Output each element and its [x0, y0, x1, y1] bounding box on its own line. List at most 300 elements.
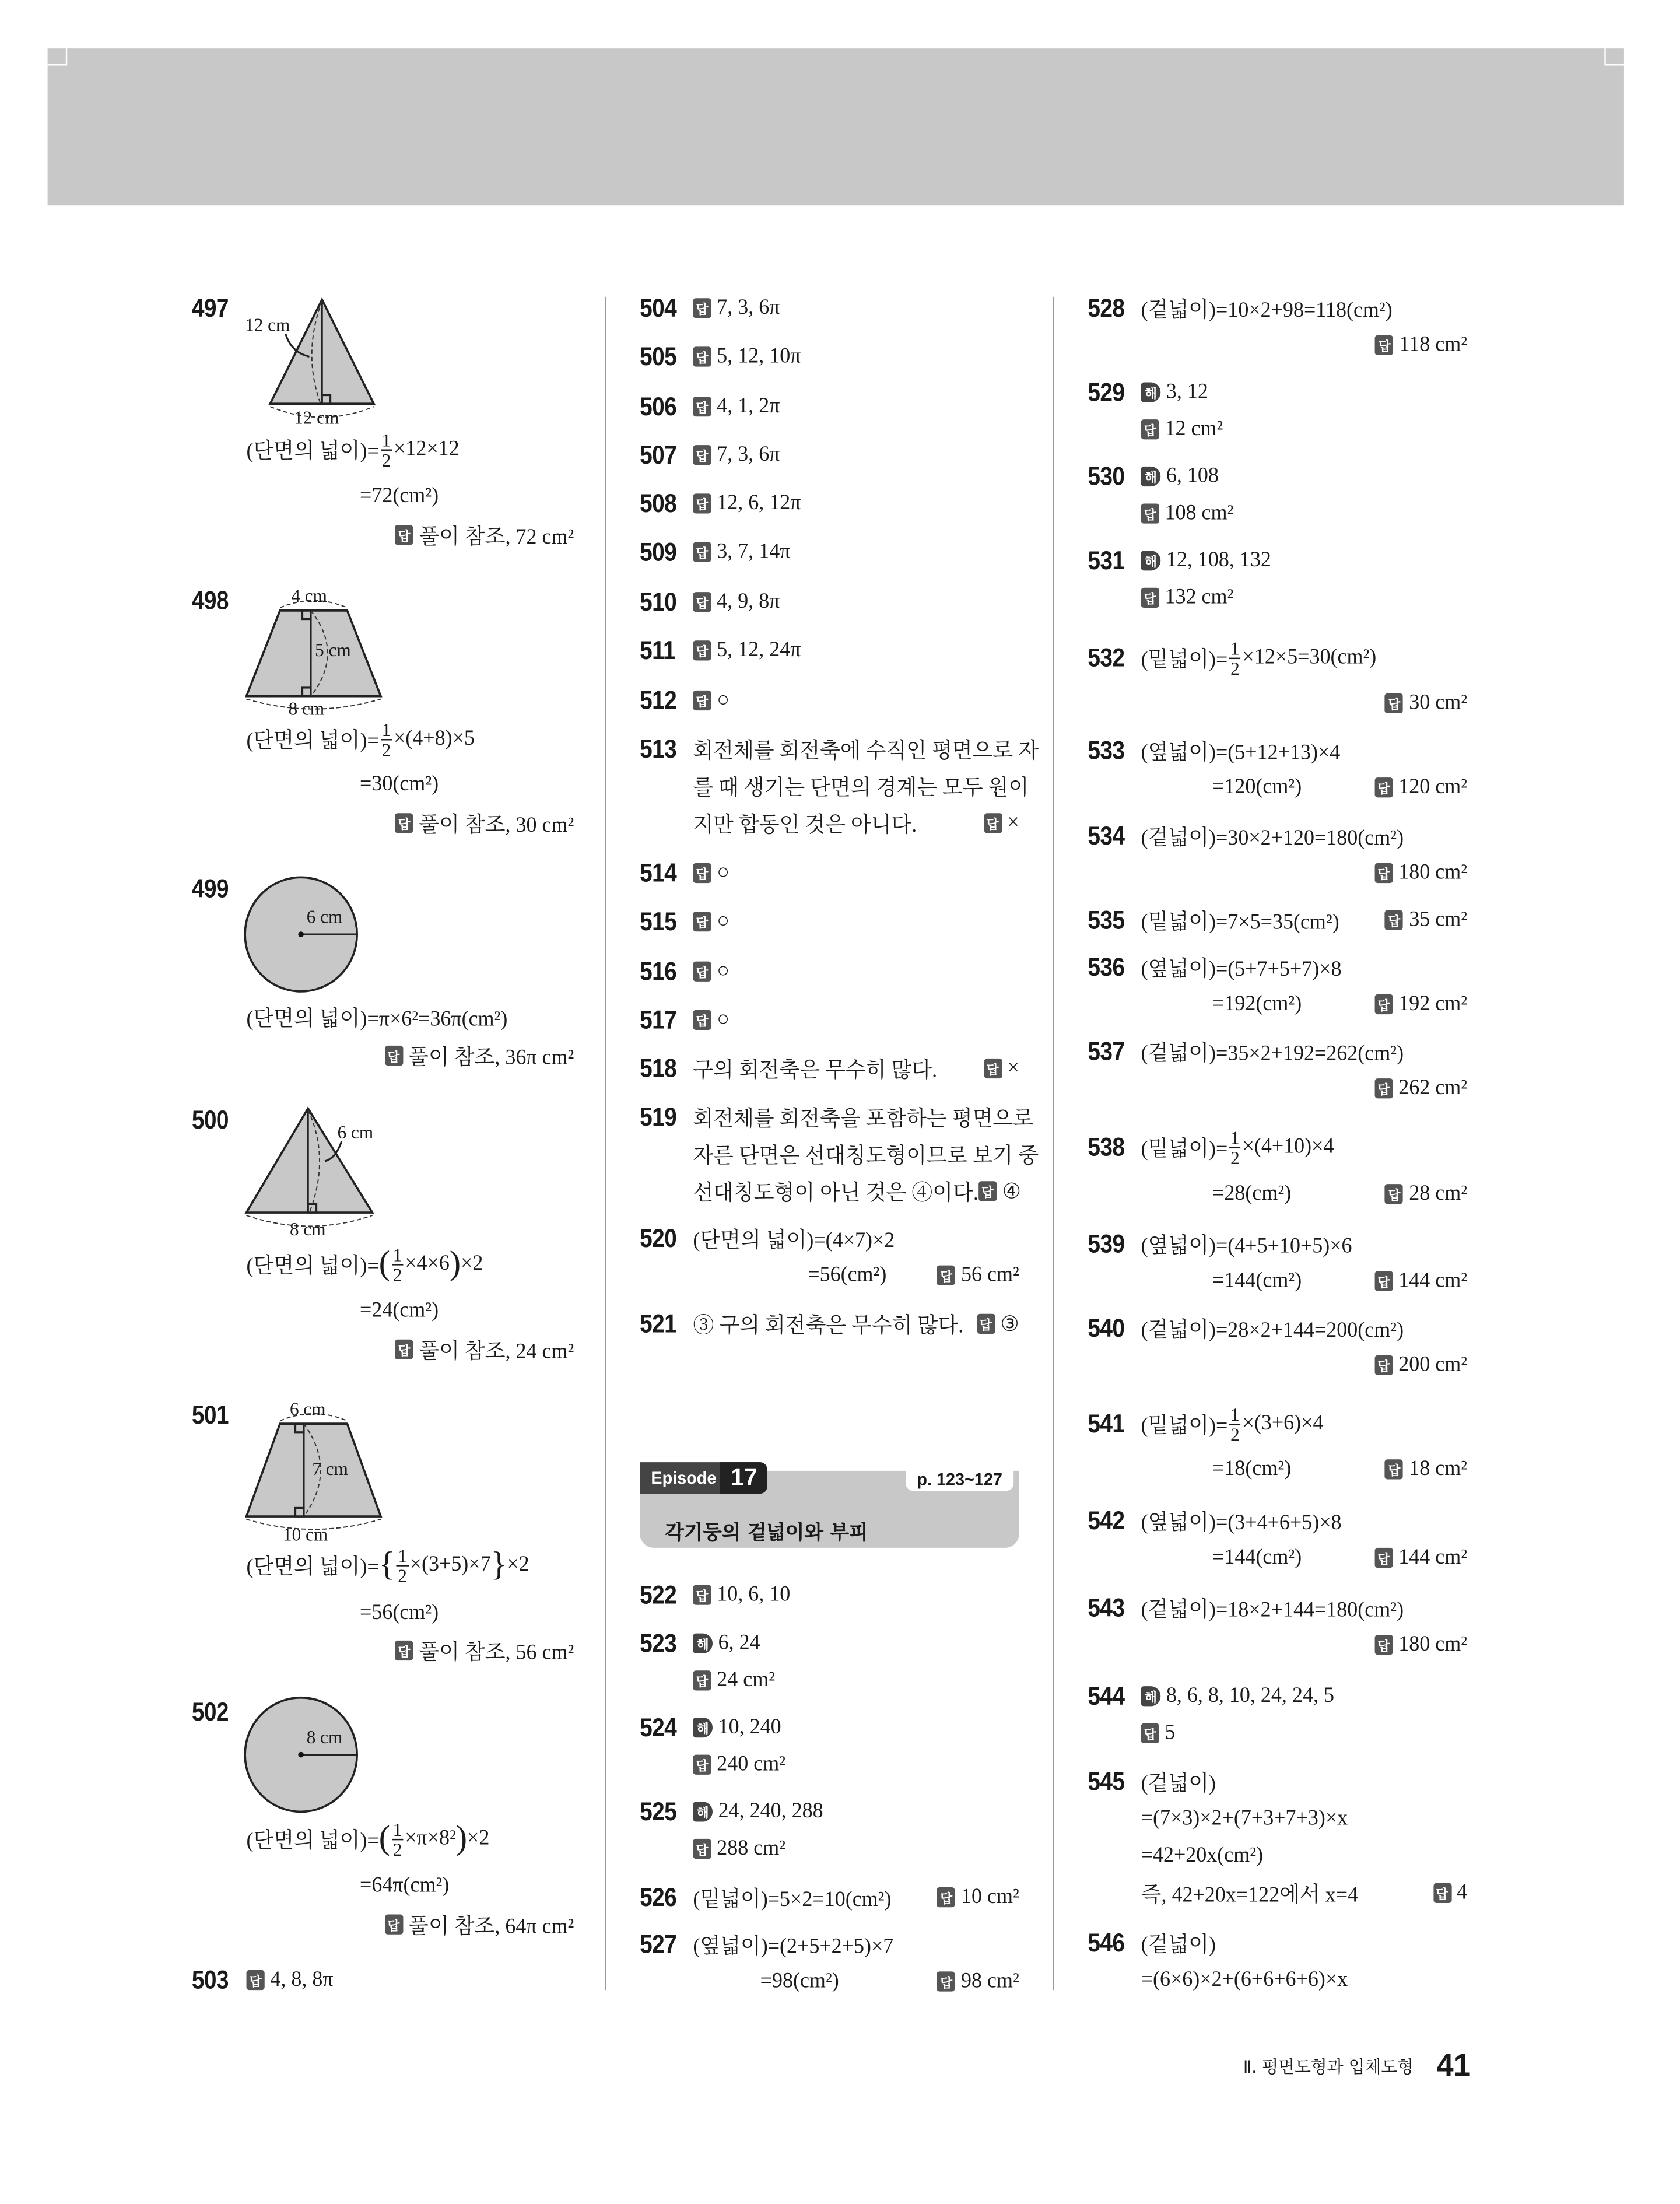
answer [1374, 1632, 1467, 1657]
fraction-numerator: 1 [1229, 639, 1241, 658]
answer-line [1212, 1177, 1467, 1211]
line-text [693, 1715, 781, 1740]
item-number: 532 [1088, 643, 1125, 672]
answer-line [395, 1333, 574, 1367]
text-segment: 6, 108 [1166, 464, 1219, 488]
answer [937, 1885, 1019, 1909]
text-segment: (단면의 넓이)= [246, 1829, 379, 1853]
item-number: 506 [640, 392, 677, 421]
text-segment: (옆넓이)=(5+12+13)×4 [1141, 741, 1341, 764]
line-text [693, 1102, 1033, 1132]
answer-badge-icon: 답 [1141, 503, 1159, 523]
answer-line [760, 1964, 1019, 1999]
answer-line [1141, 1034, 1404, 1068]
answer-line [1141, 1926, 1216, 1960]
answer-badge-icon: 답 [937, 1887, 955, 1907]
answer-line [1385, 686, 1467, 721]
answer-value: 12, 6, 12π [717, 491, 801, 514]
figure-label: 8 cm [288, 698, 325, 719]
text-segment: (겉넓이)=35×2+192=262(cm²) [1141, 1042, 1404, 1065]
line-text [1141, 1128, 1334, 1166]
text-segment: 를 때 생기는 단면의 경계는 모두 원이 [693, 776, 1029, 800]
episode-tab [640, 1462, 767, 1494]
answer [1141, 417, 1223, 441]
answer-line [1141, 1839, 1263, 1873]
answer-value: 24 cm² [717, 1668, 776, 1691]
answer-value: 풀이 참조, 64π cm² [408, 1915, 574, 1938]
text-segment: 회전체를 회전축을 포함하는 평면으로 [693, 1108, 1034, 1131]
answer-line [693, 1137, 1039, 1171]
answer [1374, 1077, 1467, 1101]
answer [1374, 992, 1467, 1017]
answer-line [1141, 950, 1342, 984]
center-dot [298, 1752, 304, 1758]
item-number: 540 [1088, 1313, 1125, 1343]
answer-badge-icon: 답 [1374, 1271, 1393, 1291]
item-number: 535 [1088, 906, 1125, 935]
line-text [1141, 952, 1342, 982]
figure-label: 6 cm [306, 906, 343, 927]
line-text [1141, 1844, 1263, 1868]
answer-line [693, 535, 790, 569]
answer-line [693, 769, 1029, 803]
answer-line [693, 1747, 785, 1782]
text-segment: 선대칭도형이 아닌 것은 ④이다. [693, 1182, 978, 1205]
answer-badge-icon: 답 [978, 1181, 997, 1201]
line-text [693, 1929, 893, 1959]
text-segment: (단면의 넓이)= [246, 1555, 379, 1579]
answer-line [693, 1307, 1019, 1341]
answer-line [693, 438, 780, 472]
answer-line [1374, 1628, 1467, 1662]
answer-line [246, 1818, 490, 1860]
item-number: 508 [640, 489, 677, 518]
answer-line [693, 954, 729, 989]
text-segment: (겉넓이)=30×2+120=180(cm²) [1141, 826, 1404, 850]
text-segment: 10, 240 [718, 1715, 781, 1739]
item-number: 516 [640, 957, 677, 986]
line-text [693, 1176, 978, 1206]
answer-line [360, 768, 439, 802]
item-number: 507 [640, 440, 677, 469]
answer-line [384, 1039, 574, 1073]
line-text [1141, 1313, 1404, 1343]
text-segment: =56(cm²) [808, 1263, 887, 1287]
answer [693, 1583, 790, 1607]
answer-value: 풀이 참조, 36π cm² [408, 1046, 574, 1070]
answer [1141, 586, 1234, 610]
bracket: } [490, 1546, 507, 1584]
answer-line [1141, 581, 1234, 615]
answer-badge-icon: 답 [384, 1915, 402, 1935]
item-number: 522 [640, 1581, 677, 1610]
answer-line [693, 1663, 775, 1698]
text-segment: 즉, 42+20x=122에서 x=4 [1141, 1883, 1359, 1907]
answer-line [693, 585, 780, 619]
text-segment: (단면의 넓이)=π×6²=36π(cm²) [246, 1008, 508, 1031]
answer-value: 144 cm² [1398, 1546, 1468, 1569]
item-number: 542 [1088, 1506, 1125, 1535]
line-text [808, 1263, 886, 1288]
item-number: 514 [640, 859, 677, 888]
item-number: 529 [1088, 378, 1125, 407]
fraction-denominator: 2 [392, 1838, 402, 1860]
text-segment: =72(cm²) [360, 484, 439, 507]
answer-value: ○ [717, 959, 729, 983]
answer-value: 10 cm² [960, 1885, 1019, 1908]
text-segment: (단면의 넓이)= [246, 440, 379, 463]
answer-value: 풀이 참조, 24 cm² [419, 1340, 574, 1364]
answer-badge-icon: 답 [1374, 1635, 1393, 1655]
answer-line [384, 1907, 574, 1942]
text-segment: (밑넓이)=7×5=35(cm²) [1141, 910, 1339, 934]
answer [984, 1056, 1019, 1081]
fraction [397, 1546, 408, 1584]
answer-line [693, 1795, 823, 1829]
figure-label: 4 cm [291, 584, 327, 607]
answer-value: 240 cm² [717, 1752, 786, 1776]
answer [693, 394, 780, 419]
line-text [247, 1245, 483, 1283]
item-number: 519 [640, 1102, 677, 1131]
item-number: 499 [191, 874, 229, 903]
answer [1374, 1353, 1467, 1378]
text-segment: ×2 [467, 1827, 490, 1850]
figure-label: 8 cm [306, 1726, 343, 1748]
item-number: 502 [191, 1697, 229, 1726]
answer-line [360, 1869, 449, 1903]
answer-badge-icon: 답 [1385, 1459, 1403, 1479]
line-text [1141, 380, 1208, 405]
answer [1376, 333, 1467, 358]
line-text [247, 720, 475, 758]
answer-badge-icon: 답 [247, 1970, 265, 1990]
answer-line [693, 1880, 1019, 1915]
answer [693, 492, 801, 516]
fraction-numerator: 1 [391, 1820, 403, 1839]
item-number: 500 [191, 1105, 229, 1134]
answer-line [1141, 819, 1404, 853]
episode-pages: p. 123~127 [906, 1468, 1013, 1491]
answer [1374, 861, 1467, 885]
line-text [1141, 1878, 1358, 1908]
line-text [1141, 735, 1341, 765]
item-number: 524 [640, 1713, 677, 1742]
answer-line [1141, 460, 1219, 494]
answer-badge-icon: 답 [1141, 419, 1159, 439]
text-segment: 6, 24 [718, 1631, 760, 1655]
answer [1141, 1721, 1176, 1746]
bracket: { [378, 1546, 395, 1584]
answer-value: ④ [1002, 1180, 1022, 1204]
answer-badge-icon: 답 [395, 813, 413, 833]
line-text [693, 1139, 1039, 1169]
answer-badge-icon: 답 [693, 1585, 711, 1605]
fraction-numerator: 1 [1229, 1404, 1241, 1424]
answer-badge-icon: 답 [1385, 693, 1403, 713]
answer [693, 861, 729, 885]
line-text [1141, 1767, 1216, 1796]
hint-badge-icon: 해 [693, 1718, 713, 1737]
line-text [360, 1874, 449, 1898]
item-number: 526 [640, 1883, 677, 1912]
text-segment: =(6×6)×2+(6+6+6+6)×x [1141, 1968, 1348, 1991]
answer-value: 4, 8, 8π [270, 1968, 334, 1991]
fraction-denominator: 2 [381, 738, 391, 760]
line-text [247, 1820, 490, 1858]
answer-line [1141, 1802, 1348, 1836]
line-text [1212, 1269, 1302, 1294]
answer-line [693, 1832, 785, 1866]
answer-value: ○ [717, 861, 729, 884]
line-text [1141, 293, 1393, 323]
answer [1385, 1457, 1467, 1482]
text-segment: =42+20x(cm²) [1141, 1844, 1264, 1867]
item-number: 513 [640, 734, 677, 763]
line-text [1141, 1036, 1404, 1066]
answer [395, 1334, 574, 1364]
text-segment: 자른 단면은 선대칭도형이므로 보기 중 [693, 1144, 1039, 1168]
answer-badge-icon: 답 [395, 1340, 413, 1359]
answer [693, 688, 729, 713]
item-number: 501 [191, 1400, 229, 1429]
answer-badge-icon: 답 [984, 1059, 1002, 1078]
answer-line [693, 339, 801, 374]
answer-value: ○ [717, 688, 729, 712]
text-segment: (옆넓이)=(3+4+6+5)×8 [1141, 1511, 1342, 1534]
answer-value: 7, 3, 6π [717, 443, 780, 466]
answer-badge-icon: 답 [693, 962, 711, 982]
answer [384, 1040, 574, 1070]
answer-badge-icon: 답 [1374, 1548, 1393, 1568]
text-segment: ×12×12 [393, 437, 460, 460]
answer-value: 56 cm² [960, 1263, 1019, 1287]
answer-badge-icon: 답 [693, 1670, 711, 1690]
answer-badge-icon: 답 [693, 592, 711, 612]
item-number: 520 [640, 1224, 677, 1253]
answer-value: 200 cm² [1398, 1353, 1468, 1376]
line-text [693, 1309, 963, 1338]
answer [693, 1008, 729, 1032]
fraction [380, 430, 392, 468]
answer-badge-icon: 답 [1433, 1883, 1451, 1903]
answer [247, 1968, 334, 1992]
answer-value: 5, 12, 24π [717, 638, 801, 661]
episode-title: 각기둥의 겉넓이와 부피 [665, 1522, 868, 1546]
answer [984, 811, 1019, 836]
line-text [693, 734, 1039, 763]
answer-line [1141, 1679, 1334, 1714]
hint-badge-icon: 해 [1141, 383, 1161, 402]
answer [693, 909, 729, 934]
answer-badge-icon: 답 [1374, 1355, 1393, 1375]
answer-badge-icon: 답 [693, 397, 711, 416]
line-text [693, 1223, 895, 1253]
bracket: ) [455, 1820, 468, 1858]
item-number: 498 [191, 586, 229, 615]
bracket: ( [378, 1245, 390, 1283]
answer-value: 4, 1, 2π [717, 394, 780, 418]
answer-badge-icon: 답 [693, 298, 711, 318]
answer-value: 4 [1457, 1881, 1468, 1904]
answer-badge-icon: 답 [937, 1266, 955, 1285]
answer-line [693, 1052, 1019, 1086]
text-segment: ×(4+8)×5 [393, 727, 475, 750]
figure-label: 8 cm [289, 1218, 326, 1240]
answer [977, 1311, 1019, 1337]
answer-line [395, 1634, 574, 1668]
answer-line [1141, 496, 1234, 531]
text-segment: (단면의 넓이)= [246, 1255, 379, 1278]
answer-badge-icon: 답 [937, 1971, 955, 1991]
text-segment: ×12×5=30(cm²) [1242, 645, 1377, 668]
answer-line [1141, 637, 1377, 679]
answer-line [693, 1578, 790, 1612]
item-number: 530 [1088, 462, 1125, 491]
answer-badge-icon: 답 [1374, 1078, 1393, 1098]
line-text [693, 1882, 891, 1912]
answer-value: 3, 7, 14π [717, 539, 791, 563]
figure-label: 12 cm [245, 314, 290, 335]
text-segment: (밑넓이)= [1141, 648, 1228, 671]
answer-line [1374, 856, 1467, 891]
answer-badge-icon: 답 [693, 493, 711, 513]
item-number: 512 [640, 686, 677, 715]
item-number: 539 [1088, 1229, 1125, 1259]
text-segment: =24(cm²) [360, 1299, 439, 1322]
answer-line [246, 718, 475, 760]
line-text [360, 773, 439, 797]
text-segment: 회전체를 회전축에 수직인 평면으로 자 [693, 740, 1039, 763]
fraction-denominator: 2 [1230, 1146, 1240, 1168]
line-text [1141, 1593, 1404, 1623]
answer-value: 180 cm² [1398, 861, 1468, 884]
answer-line [1141, 1590, 1404, 1625]
episode-header [640, 1462, 1019, 1548]
line-text [1212, 1182, 1291, 1207]
text-segment: (겉넓이)=18×2+144=180(cm²) [1141, 1598, 1404, 1621]
answer-line [1141, 1126, 1334, 1168]
line-text [1212, 1457, 1291, 1482]
answer-line [246, 429, 460, 470]
answer-line [1141, 291, 1393, 325]
line-text [247, 1546, 529, 1584]
fraction-denominator: 2 [1230, 1422, 1240, 1445]
item-number: 505 [640, 342, 677, 371]
text-segment: (겉넓이) [1141, 1933, 1216, 1957]
answer-value: 192 cm² [1398, 992, 1468, 1015]
text-segment: =120(cm²) [1212, 775, 1302, 798]
hint-badge-icon: 해 [693, 1802, 713, 1821]
line-text [693, 771, 1029, 801]
answer-badge-icon: 답 [977, 1314, 995, 1334]
answer-badge-icon: 답 [693, 640, 711, 660]
answer-value: 108 cm² [1165, 501, 1234, 524]
answer-value: 132 cm² [1165, 586, 1234, 609]
answer-line [693, 291, 780, 325]
fraction-denominator: 2 [398, 1564, 407, 1586]
text-segment: ×2 [461, 1252, 483, 1275]
answer [1385, 1182, 1467, 1207]
answer-line [1141, 733, 1341, 768]
text-segment: =56(cm²) [360, 1601, 439, 1624]
text-segment: ×π×8² [405, 1827, 456, 1850]
item-number: 509 [640, 538, 677, 567]
answer-line [1374, 1071, 1467, 1106]
text-segment: (밑넓이)= [1141, 1414, 1228, 1438]
answer-badge-icon: 답 [1385, 1184, 1403, 1204]
answer-value: 5 [1165, 1721, 1176, 1744]
text-segment: 지만 합동인 것은 아니다. [693, 814, 917, 837]
answer-value: 120 cm² [1398, 775, 1468, 798]
fraction-numerator: 1 [391, 1245, 403, 1264]
line-text [1141, 1928, 1216, 1958]
answer-line [1212, 1452, 1467, 1487]
item-number: 543 [1088, 1593, 1125, 1623]
line-text [1141, 905, 1339, 935]
answer-line [1141, 544, 1271, 578]
fraction-numerator: 1 [397, 1546, 408, 1565]
item-number: 538 [1088, 1133, 1125, 1162]
item-number: 534 [1088, 821, 1125, 850]
answer-line [246, 1243, 483, 1285]
answer-value: 98 cm² [960, 1969, 1019, 1992]
text-segment: =64π(cm²) [360, 1873, 450, 1897]
answer-badge-icon: 답 [693, 346, 711, 366]
episode-tag: Episode [651, 1467, 717, 1488]
item-number: 511 [640, 636, 675, 665]
answer-line [693, 486, 801, 521]
fraction-numerator: 1 [1229, 1128, 1241, 1148]
line-text [1141, 1684, 1334, 1709]
fraction [380, 720, 392, 758]
fraction [391, 1245, 403, 1283]
answer-line [1212, 1541, 1467, 1575]
answer-line [360, 1294, 439, 1329]
answer-line [360, 1596, 439, 1631]
answer [384, 1909, 574, 1939]
line-text [693, 1631, 760, 1656]
answer-value: 288 cm² [717, 1837, 786, 1860]
text-segment: 8, 6, 8, 10, 24, 24, 5 [1166, 1684, 1334, 1707]
answer-value: 5, 12, 10π [717, 344, 801, 367]
answer-line [395, 806, 574, 840]
answer-badge-icon: 답 [984, 813, 1002, 833]
figure-label: 7 cm [312, 1457, 348, 1480]
item-number: 544 [1088, 1681, 1125, 1711]
answer-value: 풀이 참조, 56 cm² [419, 1641, 574, 1665]
item-number: 515 [640, 907, 677, 936]
answer-line [693, 390, 780, 424]
fraction [391, 1820, 403, 1858]
answer-line [246, 1544, 529, 1586]
line-text [1141, 548, 1271, 573]
line-text [693, 1800, 823, 1824]
answer [693, 1669, 775, 1693]
answer-line [693, 806, 1019, 840]
answer-badge-icon: 답 [693, 542, 711, 562]
item-number: 536 [1088, 952, 1125, 982]
answer [937, 1263, 1019, 1288]
text-segment: (겉넓이)=10×2+98=118(cm²) [1141, 299, 1393, 322]
item-number: 545 [1088, 1767, 1125, 1796]
answer-value: 18 cm² [1409, 1457, 1468, 1480]
text-segment: 3, 12 [1166, 380, 1208, 403]
answer-line [1212, 987, 1467, 1022]
line-text [1212, 992, 1302, 1017]
bracket: ( [378, 1820, 390, 1858]
answer-value: 풀이 참조, 30 cm² [419, 814, 574, 837]
